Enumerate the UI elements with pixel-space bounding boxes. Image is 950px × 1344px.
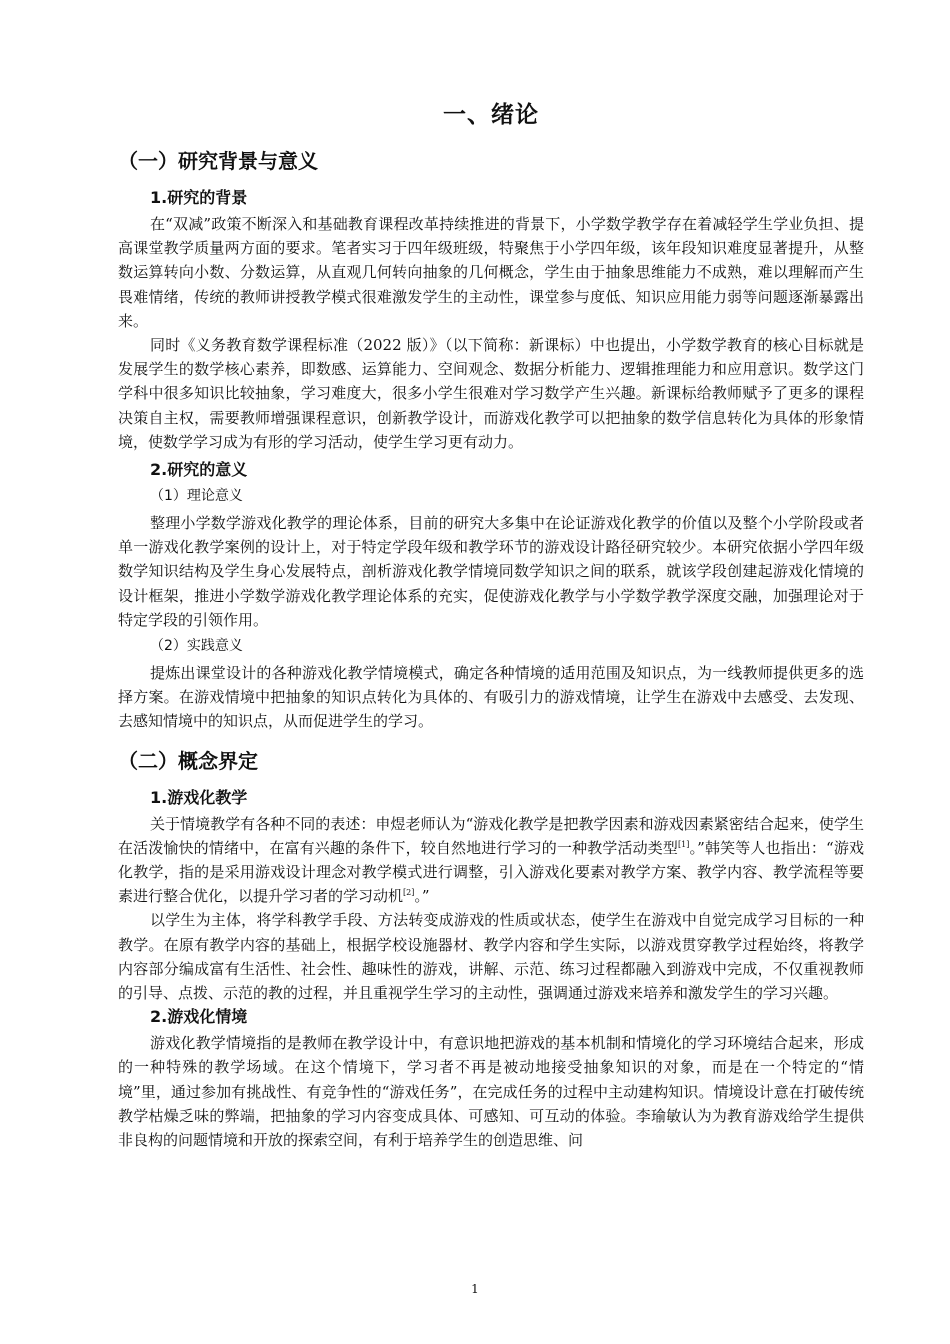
paragraph-background-1: 在“双减”政策不断深入和基础教育课程改革持续推进的背景下，小学数学教学存在着减轻学生学业负担、提高课堂教学质量两方面的要求。笔者实习于四年级班级，特聚焦于小学四年级，该年段知识难度显著提升，从整数运算转向小数、分数运算，从直观几何转向抽象的几何概念，学生由于抽象思维能力不成熟，难以理解而产生畏难情绪，传统的教师讲授教学模式很难激发学生的主动性，课堂参与度低、知识应用能力弱等问题逐渐暴露出来。 xyxy=(118,215,864,330)
heading-practical-significance: （2）实践意义 xyxy=(150,638,243,655)
subsection-heading-significance: 2.研究的意义 xyxy=(150,460,248,480)
paragraph-practical-significance: 提炼出课堂设计的各种游戏化教学情境模式，确定各种情境的适用范围及知识点，为一线教师提供更多的选择方案。在游戏情境中把抽象的知识点转化为具体的、有吸引力的游戏情境，让学生在游戏中去感受、去发现、去感知情境中的知识点，从而促进学生的学习。 xyxy=(118,664,864,731)
paragraph-background-2: 同时《义务教育数学课程标准（2022 版）》（以下简称：新课标）中也提出，小学数学教育的核心目标就是发展学生的数学核心素养，即数感、运算能力、空间观念、数据分析能力、逻辑推理能力和应用意识。数学这门学科中很多知识比较抽象，学习难度大，很多小学生很难对学习数学产生兴趣。新课标给教师赋予了更多的课程决策自主权，需要教师增强课程意识，创新教学设计，而游戏化教学可以把抽象的数学信息转化为具体的形象情境，使数学学习成为有形的学习活动，使学生学习更有动力。 xyxy=(118,336,864,451)
page-number: 1 xyxy=(471,1282,479,1296)
subsection-heading-gamified-teaching: 1.游戏化教学 xyxy=(150,787,248,807)
paragraph-gamified-teaching-2: 以学生为主体，将学科教学手段、方法转变成游戏的性质或状态，使学生在游戏中自觉完成学习目标的一种教学。在原有教学内容的基础上，根据学校设施器材、教学内容和学生实际，以游戏贯穿教学过程始终，将教学内容部分编成富有生活性、社会性、趣味性的游戏，讲解、示范、练习过程都融入到游戏中完成，不仅重视教师的引导、点拨、示范的教的过程，并且重视学生学习的主动性，强调通过游戏来培养和激发学生的学习兴趣。 xyxy=(118,911,864,1003)
subsection-heading-gamified-situation: 2.游戏化情境 xyxy=(150,1007,248,1027)
chapter-title: 一、绪论 xyxy=(443,102,539,128)
paragraph-text: 。”韩笑等人也指出：“游戏化教学，指的是采用游戏设计理念对教学模式进行调整，引入游戏化要素对教学方案、教学内容、教学流程等要素进行整合优化，以提升学习者的学习动机 xyxy=(118,838,864,906)
citation-1: [1] xyxy=(678,839,690,849)
subsection-heading-background: 1.研究的背景 xyxy=(150,188,248,207)
citation-2: [2] xyxy=(403,888,415,898)
heading-theoretical-significance: （1）理论意义 xyxy=(150,488,243,505)
paragraph-text: 关于情境教学有各种不同的表述：申煜老师认为“游戏化教学是把教学因素和游戏因素紧密结合起来，使学生在活泼愉快的情绪中，在富有兴趣的条件下，较自然地进行学习的一种教学活动类型 xyxy=(118,814,864,857)
section-heading-definitions: （二）概念界定 xyxy=(118,748,258,773)
page-content xyxy=(118,98,864,1152)
paragraph-theoretical-significance: 整理小学数学游戏化教学的理论体系，目前的研究大多集中在论证游戏化教学的价值以及整个小学阶段或者单一游戏化教学案例的设计上，对于特定学段年级和教学环节的游戏设计路径研究较少。本研究依据小学四年级数学知识结构及学生身心发展特点，剖析游戏化教学情境同数学知识之间的联系，就该学段创建起游戏化情境的设计框架，推进小学数学游戏化教学理论体系的充实，促使游戏化教学与小学数学教学深度交融，加强理论对于特定学段的引领作用。 xyxy=(118,514,864,629)
paragraph-gamified-situation-1: 游戏化教学情境指的是教师在教学设计中，有意识地把游戏的基本机制和情境化的学习环境结合起来，形成的一种特殊的教学场域。在这个情境下，学习者不再是被动地接受抽象知识的对象，而是在一个特定的“情境”里，通过参加有挑战性、有竞争性的“游戏任务”，在完成任务的过程中主动建构知识。情境设计意在打破传统教学枯燥乏味的弊端，把抽象的学习内容变成具体、可感知、可互动的体验。李瑜敏认为为教育游戏给学生提供非良构的问题情境和开放的探索空间，有利于培养学生的创造思维、问 xyxy=(118,1034,864,1150)
paragraph-text: 。” xyxy=(414,887,430,906)
paragraph-gamified-teaching-1 xyxy=(118,812,864,909)
section-heading-background: （一）研究背景与意义 xyxy=(118,149,318,173)
